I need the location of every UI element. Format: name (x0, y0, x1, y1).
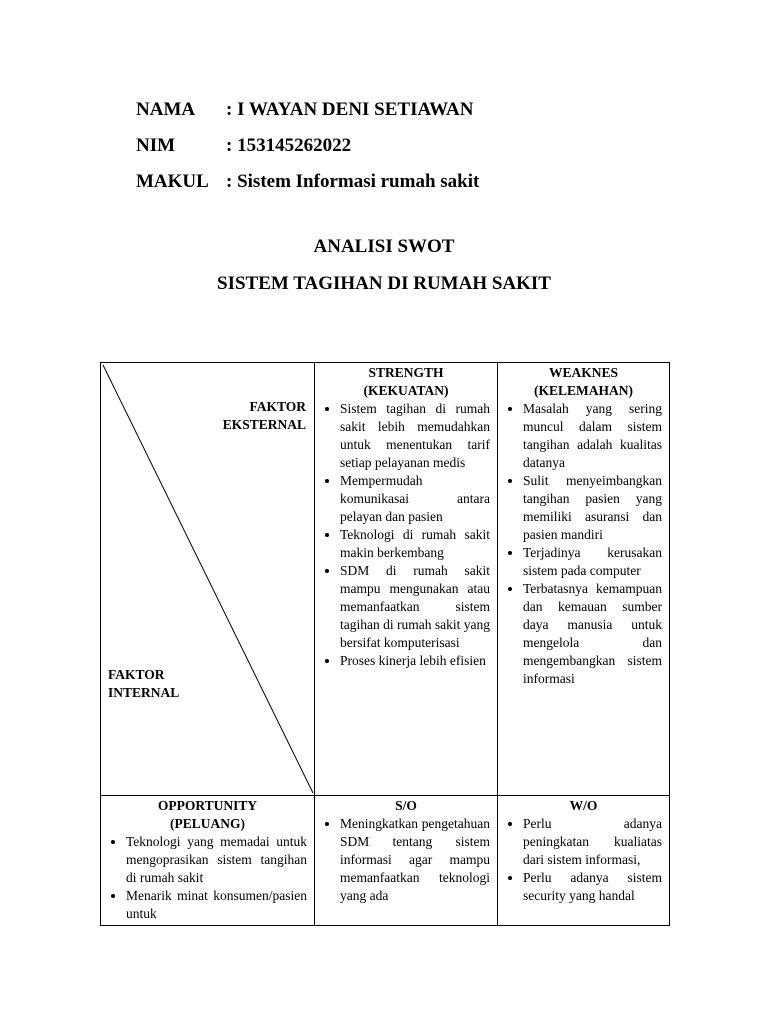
weakness-cell (498, 363, 670, 796)
list-item: • Terjadinya kerusakan sistem pada computer (523, 544, 662, 580)
opportunity-cell (101, 796, 315, 926)
info-row-nim (136, 128, 479, 164)
nama-value: : I WAYAN DENI SETIAWAN (226, 99, 474, 120)
strength-heading-line1: STRENGTH (368, 365, 444, 380)
list-item: • Mempermudah komunikasai antara pelayan dan pasien (340, 472, 490, 526)
list-item: • Sulit menyeimbangkan tangihan pasien yang memiliki asuransi dan pasien mandiri (523, 472, 662, 544)
list-item: • Menarik minat konsumen/pasien untuk (126, 887, 307, 923)
student-info (136, 92, 479, 200)
list-item: • Terbatasnya kemampuan dan kemauan sumber daya manusia untuk mengelola dan mengembangkan sistem informasi (523, 580, 662, 688)
makul-value: : Sistem Informasi rumah sakit (226, 171, 480, 192)
weakness-heading-line2: (KELEMAHAN) (534, 383, 633, 398)
swot-row-top (101, 363, 670, 796)
document-subtitle: SISTEM TAGIHAN DI RUMAH SAKIT (217, 273, 551, 294)
so-cell (315, 796, 498, 926)
nim-value: : 153145262022 (226, 135, 352, 156)
weakness-heading-line1: WEAKNES (548, 365, 619, 380)
strength-cell (315, 363, 498, 796)
wo-cell (498, 796, 670, 926)
faktor-eksternal-line1: FAKTOR (249, 399, 306, 414)
opportunity-heading (108, 797, 307, 833)
factor-corner-cell (101, 363, 315, 796)
faktor-eksternal-line2: EKSTERNAL (222, 417, 306, 432)
weakness-heading (505, 364, 662, 400)
so-list (322, 815, 490, 905)
wo-heading: W/O (569, 798, 598, 813)
list-item: • Meningkatkan pengetahuan SDM tentang sistem informasi agar mampu memanfaatkan teknologi yang ada (340, 815, 490, 905)
document-title: ANALISI SWOT (313, 236, 455, 257)
opportunity-heading-line2: (PELUANG) (170, 816, 245, 831)
list-item: • Sistem tagihan di rumah sakit lebih memudahkan untuk menentukan tarif setiap pelayanan medis (340, 400, 490, 472)
strength-list (322, 400, 490, 670)
list-item: • Perlu adanya peningkatan kualiatas dari sistem informasi, (523, 815, 662, 869)
faktor-internal-line2: INTERNAL (108, 685, 180, 700)
faktor-internal-label (108, 666, 179, 702)
makul-label: MAKUL (136, 171, 209, 192)
list-item: • Perlu adanya sistem security yang handal (523, 869, 662, 905)
info-row-nama (136, 92, 479, 128)
opportunity-heading-line1: OPPORTUNITY (157, 798, 258, 813)
list-item: • Teknologi yang memadai untuk mengoprasikan sistem tangihan di rumah sakit (126, 833, 307, 887)
swot-row-opportunity (101, 796, 670, 926)
nama-label: NAMA (136, 99, 196, 120)
info-row-makul (136, 164, 479, 200)
weakness-list (505, 400, 662, 688)
faktor-eksternal-label (223, 398, 306, 434)
list-item: • SDM di rumah sakit mampu mengunakan atau memanfaatkan sistem tagihan di rumah sakit yang bersifat komputerisasi (340, 562, 490, 652)
list-item: • Teknologi di rumah sakit makin berkembang (340, 526, 490, 562)
swot-table (100, 362, 670, 926)
wo-list (505, 815, 662, 905)
faktor-internal-line1: FAKTOR (108, 667, 165, 682)
strength-heading-line2: (KEKUATAN) (363, 383, 449, 398)
strength-heading (322, 364, 490, 400)
so-heading: S/O (395, 798, 417, 813)
opportunity-list (108, 833, 307, 923)
nim-label: NIM (136, 135, 176, 156)
list-item: • Masalah yang sering muncul dalam sistem tangihan adalah kualitas datanya (523, 400, 662, 472)
list-item: • Proses kinerja lebih efisien (340, 652, 490, 670)
